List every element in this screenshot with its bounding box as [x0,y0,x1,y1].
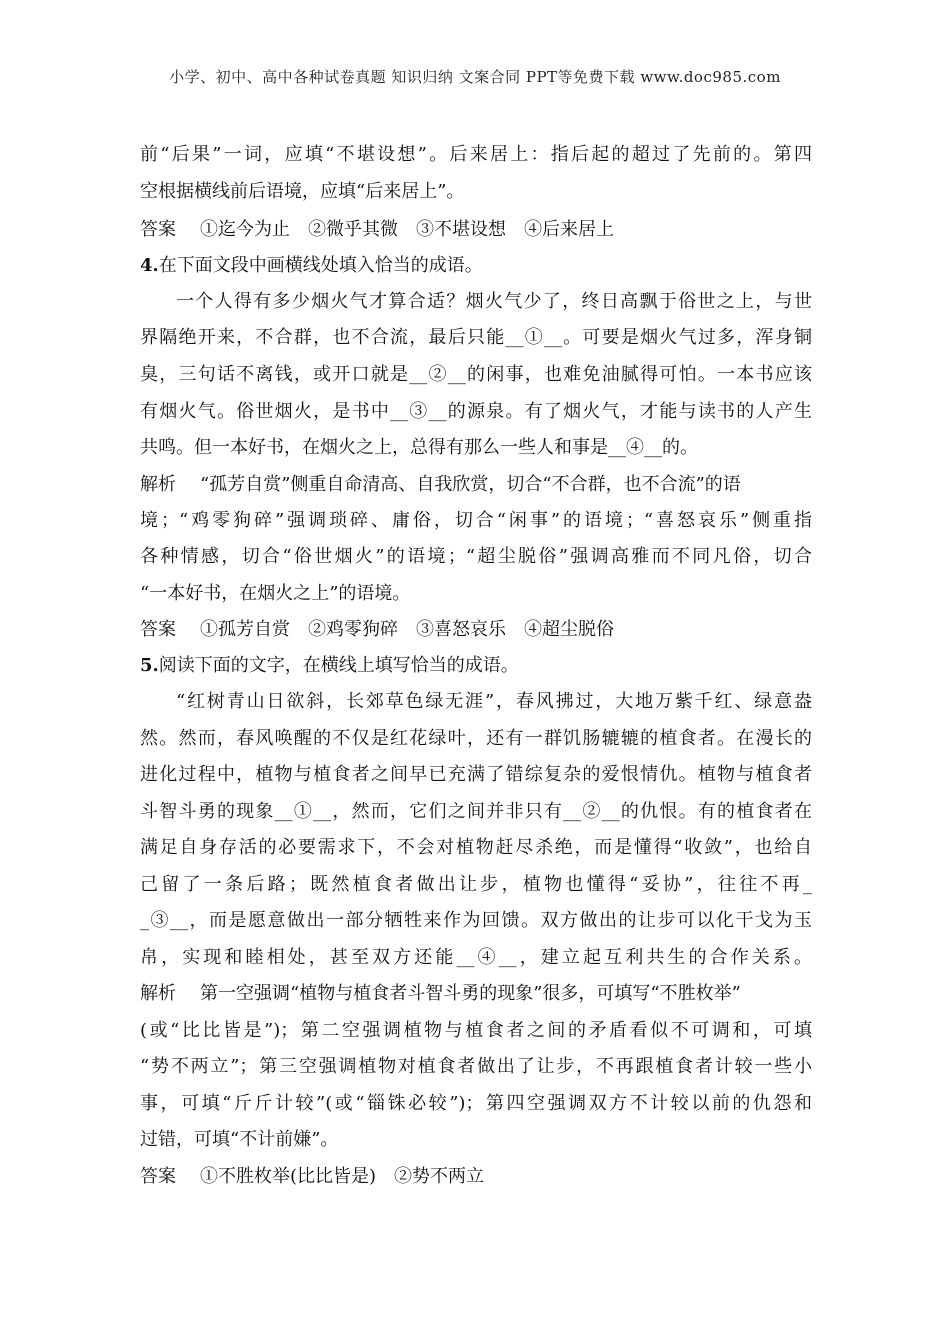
text-line: 满足自身存活的必要需求下，不会对植物赶尽杀绝，而是懂得“收敛”，也给自 [140,837,812,858]
analysis-text: “孤芳自赏”侧重自命清高、自我欣赏，切合“不合群，也不合流”的语 [200,474,741,495]
answer-text: ①孤芳自赏 ②鸡零狗碎 ③喜怒哀乐 ④超尘脱俗 [200,619,614,640]
answer-label: 答案 [140,619,176,640]
analysis-label: 解析 [140,983,176,1004]
text-line: (或“比比皆是”)；第二空强调植物与植食者之间的矛盾看似不可调和，可填 [140,1020,812,1041]
text-line: 一个人得有多少烟火气才算合适？烟火气少了，终日高飘于俗世之上，与世 [176,291,812,312]
text-line: 过错，可填“不计前嫌”。 [140,1129,339,1150]
answer-line [140,617,812,643]
page-header: 小学、初中、高中各种试卷真题 知识归纳 文案合同 PPT等免费下载 www.doc985.com [169,68,781,86]
question-5-title [140,653,812,679]
analysis-line [140,472,812,498]
answer-line [140,1164,812,1190]
question-number: 4. [140,255,159,276]
analysis-text: 第一空强调“植物与植食者斗智斗勇的现象”很多，可填写“不胜枚举” [200,983,741,1004]
answer-label: 答案 [140,219,176,240]
question-number: 5. [140,655,159,676]
analysis-label: 解析 [140,474,176,495]
question-text: 阅读下面的文字，在横线上填写恰当的成语。 [158,655,519,676]
text-line: 斗智斗勇的现象__①__，然而，它们之间并非只有__②__的仇恨。有的植食者在 [140,801,812,822]
text-line: 进化过程中，植物与植食者之间早已充满了错综复杂的爱恨情仇。植物与植食者 [140,764,812,785]
answer-label: 答案 [140,1166,176,1187]
question-4-title [140,253,812,279]
text-line: 境；“鸡零狗碎”强调琐碎、庸俗，切合“闲事”的语境；“喜怒哀乐”侧重指 [140,510,812,531]
question-text: 在下面文段中画横线处填入恰当的成语。 [158,255,483,276]
text-line: “势不两立”；第三空强调植物对植食者做出了让步，不再跟植食者计较一些小 [140,1056,812,1077]
answer-line [140,217,812,243]
text-line: “红树青山日欲斜，长郊草色绿无涯”，春风拂过，大地万紫千红、绿意盎 [176,691,812,712]
text-line: 界隔绝开来，不合群，也不合流，最后只能__①__。可要是烟火气过多，浑身铜 [140,327,812,348]
text-line: 各种情感，切合“俗世烟火”的语境；“超尘脱俗”强调高雅而不同凡俗，切合 [140,546,812,567]
text-line: 臭，三句话不离钱，或开口就是__②__的闲事，也难免油腻得可怕。一本书应该 [140,364,812,385]
answer-text: ①不胜枚举(比比皆是) ②势不两立 [200,1166,485,1187]
text-line: 然。然而，春风唤醒的不仅是红花绿叶，还有一群饥肠辘辘的植食者。在漫长的 [140,728,812,749]
text-line: _③__，而是愿意做出一部分牺牲来作为回馈。双方做出的让步可以化干戈为玉 [140,910,812,931]
text-line: 前“后果”一词，应填“不堪设想”。后来居上：指后起的超过了先前的。第四 [140,144,812,165]
answer-text: ①迄今为止 ②微乎其微 ③不堪设想 ④后来居上 [200,219,614,240]
text-line: 事，可填“斤斤计较”(或“锱铢必较”)；第四空强调双方不计较以前的仇怨和 [140,1093,812,1114]
text-line: 己留了一条后路；既然植食者做出让步，植物也懂得“妥协”，往往不再_ [140,874,812,895]
text-line: 有烟火气。俗世烟火，是书中__③__的源泉。有了烟火气，才能与读书的人产生 [140,401,812,422]
text-line: 共鸣。但一本好书，在烟火之上，总得有那么一些人和事是__④__的。 [140,437,698,458]
text-line: 帛，实现和睦相处，甚至双方还能__④__，建立起互利共生的合作关系。 [140,947,812,968]
text-line: “一本好书，在烟火之上”的语境。 [140,583,411,604]
text-line: 空根据横线前后语境，应填“后来居上”。 [140,181,465,202]
analysis-line [140,981,812,1007]
